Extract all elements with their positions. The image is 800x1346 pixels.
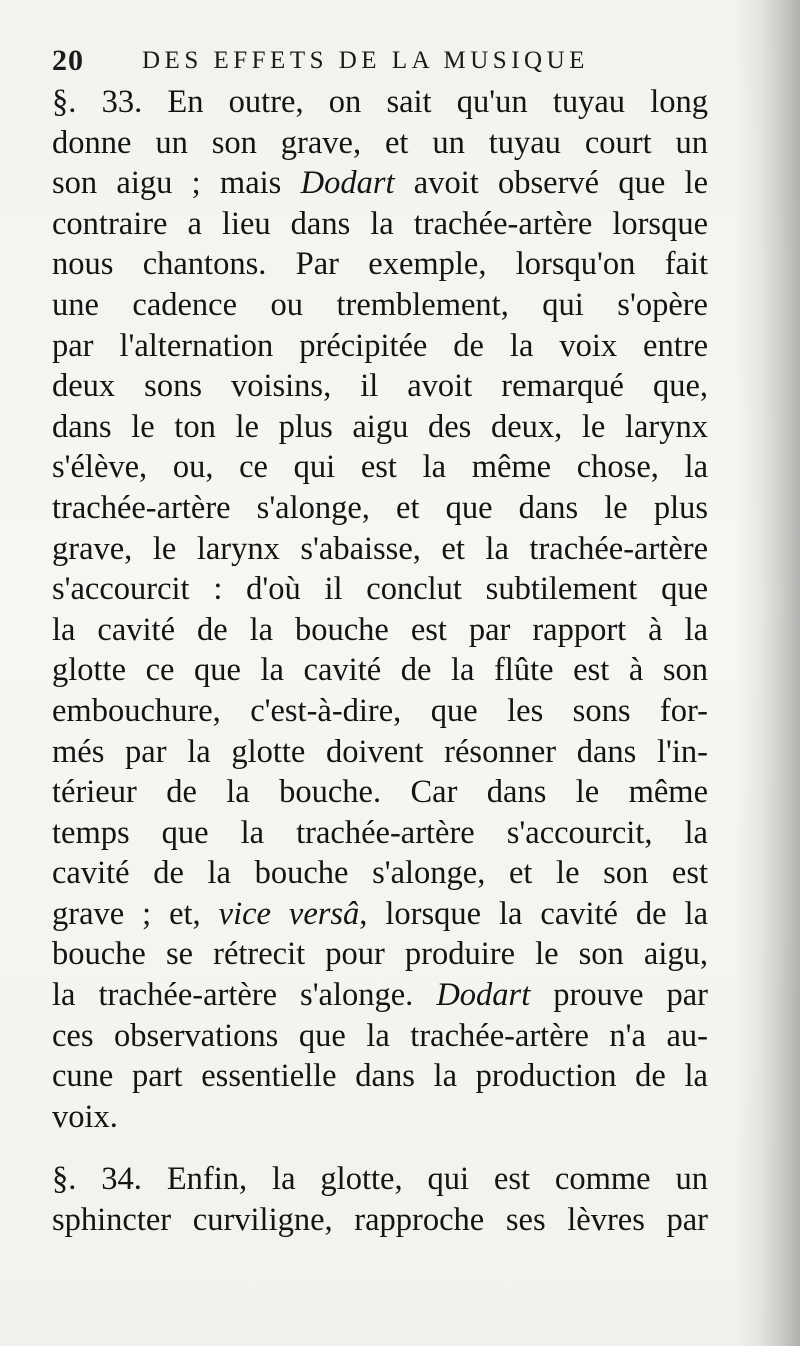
text-line: son aigu ; mais Dodart avoit observé que le xyxy=(52,165,708,202)
text-line: la cavité de la bouche est par rapport à la xyxy=(52,611,708,648)
paragraph-gap xyxy=(52,1137,708,1159)
running-head: DES EFFETS DE LA MUSIQUE xyxy=(142,47,589,74)
italic-phrase: vice versâ xyxy=(218,895,360,932)
text-line: par l'alternation précipitée de la voix entre xyxy=(52,327,708,364)
text-line: ces observations que la trachée-artère n'a au- xyxy=(52,1017,708,1054)
text-line: cune part essentielle dans la production de la xyxy=(52,1058,708,1095)
page-header xyxy=(52,44,692,78)
text-line: cavité de la bouche s'alonge, et le son est xyxy=(52,855,708,892)
text-line: sphincter curviligne, rapproche ses lèvres par xyxy=(52,1202,708,1239)
text-line: dans le ton le plus aigu des deux, le larynx xyxy=(52,408,708,445)
page-number: 20 xyxy=(52,44,84,77)
text-line: donne un son grave, et un tuyau court un xyxy=(52,124,708,161)
text-line: térieur de la bouche. Car dans le même xyxy=(52,774,708,811)
text-line: s'accourcit : d'où il conclut subtilement que xyxy=(52,571,708,608)
text-line: §. 34. Enfin, la glotte, qui est comme un xyxy=(52,1161,708,1198)
italic-name: Dodart xyxy=(436,977,531,1014)
text-line: temps que la trachée-artère s'accourcit, la xyxy=(52,814,708,851)
italic-name: Dodart xyxy=(300,165,395,202)
text-line: grave ; et, vice versâ, lorsque la cavité de la xyxy=(52,895,708,932)
text-line: la trachée-artère s'alonge. Dodart prouve par xyxy=(52,977,708,1014)
text-line: embouchure, c'est-à-dire, que les sons for- xyxy=(52,692,708,729)
text-line: deux sons voisins, il avoit remarqué que, xyxy=(52,368,708,405)
text-line: grave, le larynx s'abaisse, et la trachée-artère xyxy=(52,530,708,567)
body-text xyxy=(52,82,708,1241)
text-line: glotte ce que la cavité de la flûte est à son xyxy=(52,652,708,689)
text-line: une cadence ou tremblement, qui s'opère xyxy=(52,286,708,323)
text-line: bouche se rétrecit pour produire le son aigu, xyxy=(52,936,708,973)
text-line: §. 33. En outre, on sait qu'un tuyau long xyxy=(52,84,708,120)
text-line: voix. xyxy=(52,1098,118,1135)
text-line: més par la glotte doivent résonner dans l'in- xyxy=(52,733,708,770)
text-line: s'élève, ou, ce qui est la même chose, la xyxy=(52,449,708,486)
text-line: trachée-artère s'alonge, et que dans le plus xyxy=(52,489,708,526)
text-line: contraire a lieu dans la trachée-artère lorsque xyxy=(52,205,708,242)
text-line: nous chantons. Par exemple, lorsqu'on fait xyxy=(52,246,708,283)
